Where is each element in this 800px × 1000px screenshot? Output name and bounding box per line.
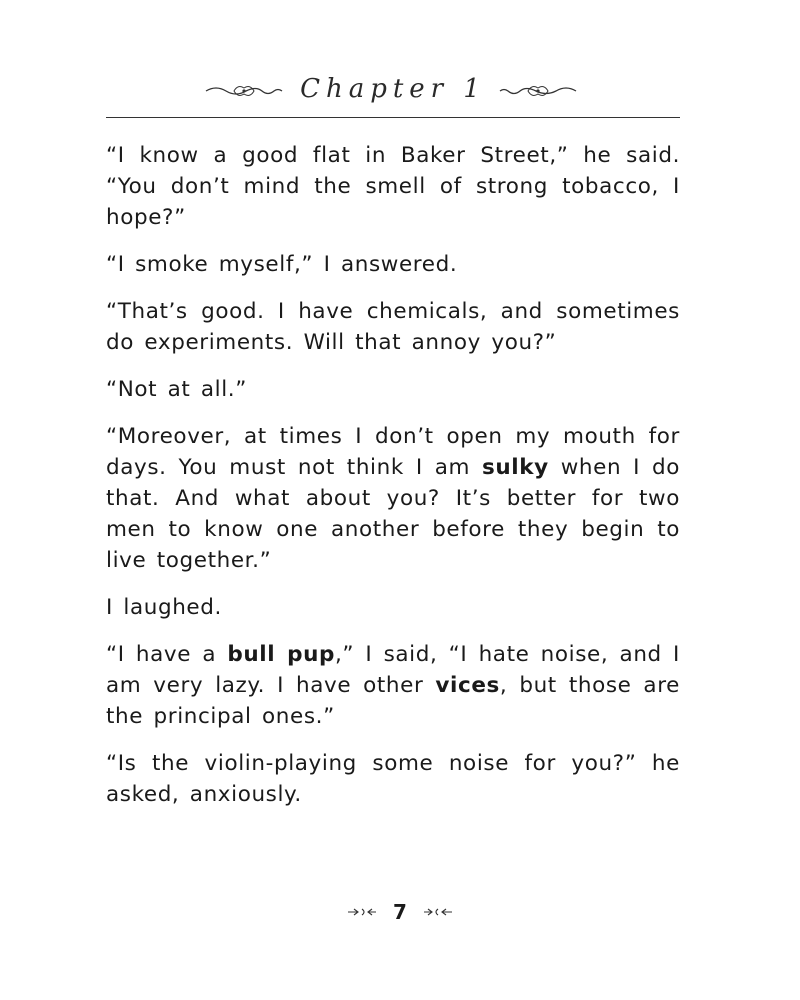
text-run: I laughed. (106, 595, 222, 620)
chapter-body (106, 140, 680, 826)
text-run: when I do that. And what about you? It’s better for two men to know one another before they begin to live together.” (106, 455, 680, 573)
paragraph (106, 639, 680, 732)
header-rule (106, 117, 680, 118)
paragraph (106, 374, 680, 405)
text-run: , but those are the principal ones.” (106, 673, 681, 729)
page-number: 7 (393, 899, 407, 924)
footer-ornament-left-icon (346, 907, 378, 917)
page-footer (0, 898, 800, 924)
vocab-word: vices (435, 673, 500, 698)
text-run: ,” I said, “I hate noise, and I am very lazy. I have other (106, 642, 680, 698)
paragraph (106, 140, 680, 233)
vocab-word: sulky (481, 455, 549, 480)
text-run: “Is the violin-playing some noise for you?” he asked, anxiously. (106, 751, 680, 807)
flourish-ornament-right-icon (498, 82, 578, 100)
text-run: “Moreover, at times I don’t open my mouth for days. You must not think I am (106, 424, 680, 480)
chapter-header (106, 72, 680, 118)
vocab-word: bull pup (227, 642, 335, 667)
paragraph (106, 249, 680, 280)
text-run: “I have a (106, 642, 228, 667)
text-run: “Not at all.” (106, 377, 247, 402)
paragraph (106, 592, 680, 623)
footer-ornament-right-icon (422, 907, 454, 917)
text-run: “I know a good flat in Baker Street,” he said. “You don’t mind the smell of strong tobacco, I hope?” (106, 143, 680, 230)
text-run: “That’s good. I have chemicals, and sometimes do experiments. Will that annoy you?” (106, 299, 680, 355)
paragraph (106, 296, 680, 358)
chapter-title: Chapter 1 (300, 74, 486, 104)
paragraph (106, 748, 680, 810)
paragraph (106, 421, 680, 576)
text-run: “I smoke myself,” I answered. (106, 252, 458, 277)
